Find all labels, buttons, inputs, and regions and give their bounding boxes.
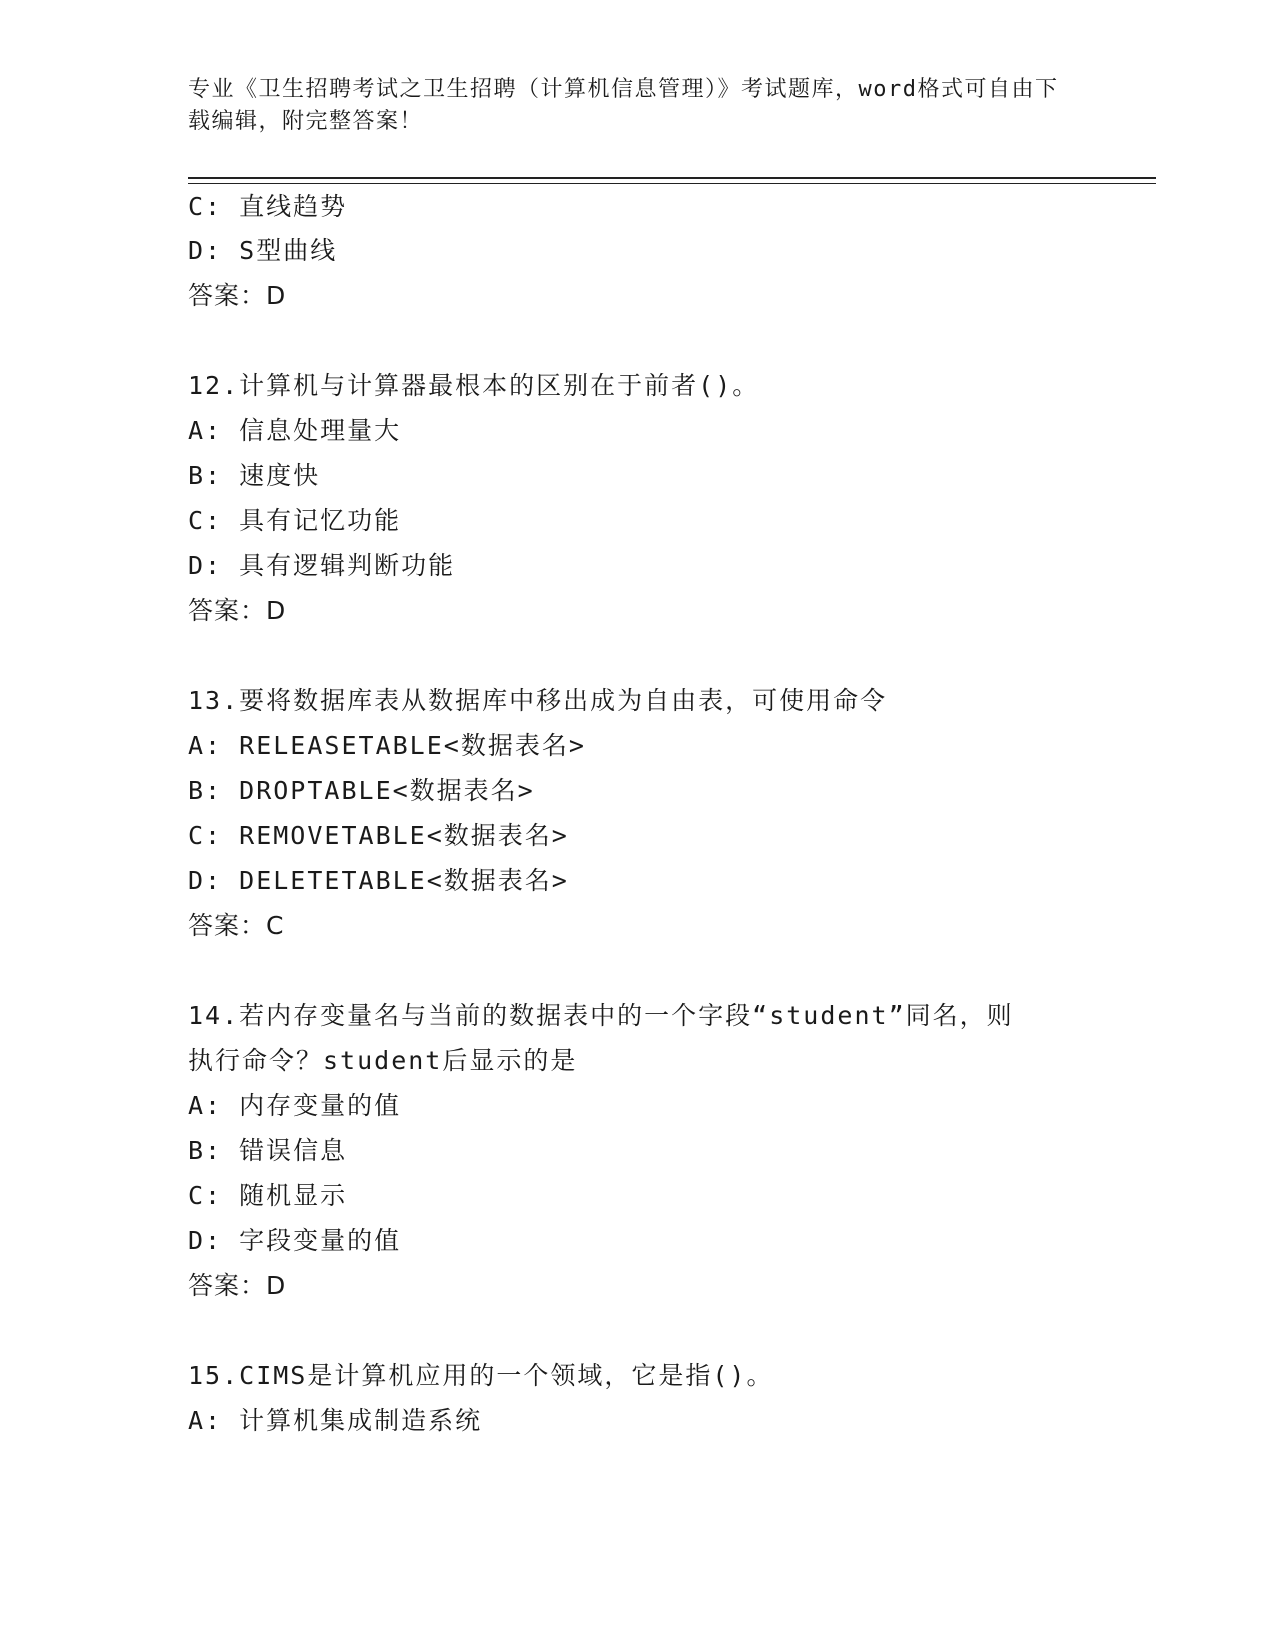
option-a: A: 内存变量的值 bbox=[188, 1091, 402, 1120]
answer: 答案：D bbox=[188, 281, 287, 310]
header-divider bbox=[188, 177, 1156, 179]
option-c: C: 随机显示 bbox=[188, 1181, 348, 1210]
option-d: D: DELETETABLE<数据表名> bbox=[188, 866, 569, 895]
option-a: A: 信息处理量大 bbox=[188, 416, 402, 445]
option-b: B: 错误信息 bbox=[188, 1136, 348, 1165]
option-c: C: 直线趋势 bbox=[188, 192, 348, 221]
option-b: B: DROPTABLE<数据表名> bbox=[188, 776, 535, 805]
answer: 答案：D bbox=[188, 596, 287, 625]
header-divider-thin bbox=[188, 183, 1156, 184]
option-b: B: 速度快 bbox=[188, 461, 321, 490]
answer: 答案：D bbox=[188, 1271, 287, 1300]
option-d: D: 字段变量的值 bbox=[188, 1226, 402, 1255]
option-c: C: REMOVETABLE<数据表名> bbox=[188, 821, 569, 850]
option-d: D: 具有逻辑判断功能 bbox=[188, 551, 456, 580]
question-13: 13.要将数据库表从数据库中移出成为自由表，可使用命令 bbox=[188, 686, 888, 715]
option-d: D: S型曲线 bbox=[188, 236, 338, 265]
option-a: A: 计算机集成制造系统 bbox=[188, 1406, 483, 1435]
option-a: A: RELEASETABLE<数据表名> bbox=[188, 731, 586, 760]
question-14-continued: 执行命令？student后显示的是 bbox=[188, 1046, 578, 1075]
document-header: 专业《卫生招聘考试之卫生招聘（计算机信息管理）》考试题库，word格式可自由下载编辑，附完整答案！ bbox=[188, 77, 1059, 134]
question-15: 15.CIMS是计算机应用的一个领域，它是指()。 bbox=[188, 1361, 774, 1390]
option-c: C: 具有记忆功能 bbox=[188, 506, 402, 535]
question-12: 12.计算机与计算器最根本的区别在于前者()。 bbox=[188, 371, 760, 400]
answer: 答案：C bbox=[188, 911, 285, 940]
question-14: 14.若内存变量名与当前的数据表中的一个字段“student”同名，则 bbox=[188, 1001, 1014, 1030]
